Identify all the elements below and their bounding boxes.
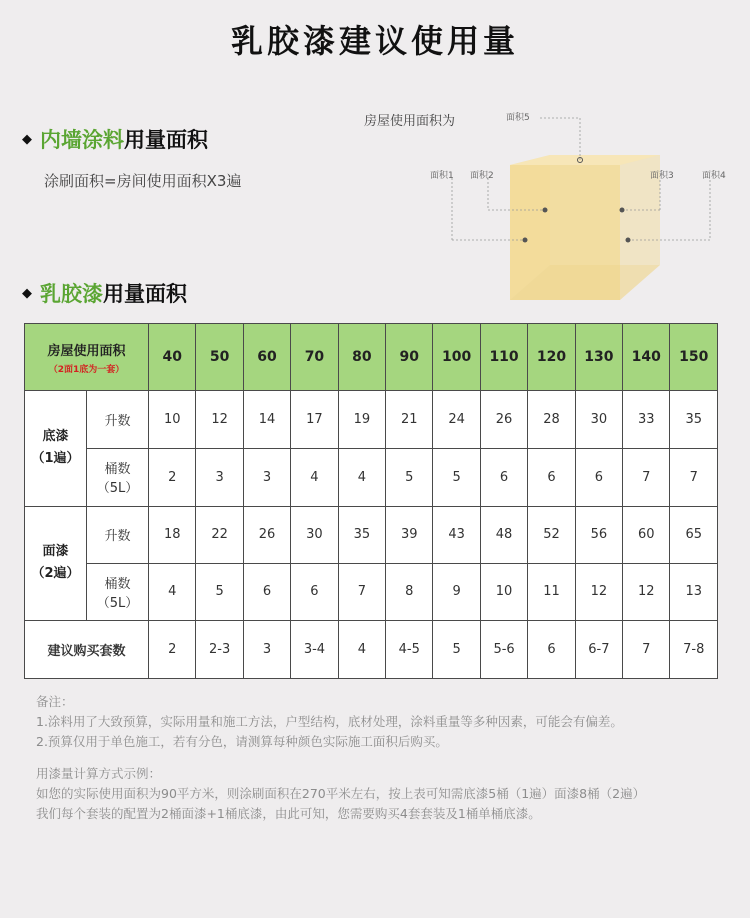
table-cell: 6 [575,449,622,506]
header-label: 房屋使用面积 [47,343,126,359]
example-heading: 用漆量计算方式示例： [36,766,162,781]
area-cell: 110 [480,324,527,391]
section-heading-latex [22,278,187,308]
area-formula: 涂刷面积=房间使用面积X3遍 [44,172,242,190]
table-cell: 43 [433,506,480,563]
table-cell: 30 [291,506,338,563]
house-area-label: 房屋使用面积为 [364,114,456,129]
topcoat-liters-label: 升数 [87,506,149,563]
table-cell: 12 [623,563,670,620]
primer-liters-label: 升数 [87,391,149,449]
area-label-3: 面积3 [650,171,674,181]
area-label-5: 面积5 [506,113,530,123]
area-cell: 120 [528,324,575,391]
diamond-bullet-icon: ◆ [22,131,32,147]
table-cell: 7 [623,449,670,506]
primer-buckets-label [87,449,149,506]
table-cell: 35 [670,391,718,449]
buckets-label: 桶数 [104,576,131,592]
table-cell: 5 [386,449,433,506]
table-cell: 11 [528,563,575,620]
area-label-4: 面积4 [702,171,726,181]
table-cell: 4-5 [386,620,433,678]
table-cell: 39 [386,506,433,563]
table-cell: 5 [433,449,480,506]
table-cell: 21 [386,391,433,449]
buckets-label: 桶数 [104,462,131,478]
example-line: 如您的实际使用面积为90平方米，则涂刷面积在270平米左右，按上表可知需底漆5桶（1遍）面漆8桶（2遍） [36,786,646,801]
area-cell: 150 [670,324,718,391]
notes-heading: 备注： [36,694,74,709]
table-row-primer-liters [25,391,718,449]
table-cell: 5 [196,563,243,620]
table-cell: 7-8 [670,620,718,678]
section-heading-highlight: 内墙涂料 [40,128,124,152]
table-cell: 28 [528,391,575,449]
table-cell: 3 [196,449,243,506]
table-cell: 7 [623,620,670,678]
table-cell: 33 [623,391,670,449]
table-cell: 52 [528,506,575,563]
table-cell: 17 [291,391,338,449]
header-note: （2面1底为一套） [48,364,125,375]
table-cell: 2 [149,620,196,678]
section-heading-rest: 用量面积 [103,282,187,306]
table-row-topcoat-liters [25,506,718,563]
section-heading-rest: 用量面积 [124,128,208,152]
topcoat-name: 面漆 [42,544,69,560]
table-cell: 48 [480,506,527,563]
table-cell: 10 [480,563,527,620]
primer-times: （1遍） [31,451,80,467]
table-header-row [25,324,718,391]
table-cell: 8 [386,563,433,620]
topcoat-times: （2遍） [31,566,80,582]
table-cell: 14 [243,391,290,449]
table-cell: 5 [433,620,480,678]
topcoat-category-cell [25,506,87,620]
example-line: 我们每个套装的配置为2桶面漆+1桶底漆，由此可知，您需要购买4套套装及1桶单桶底漆。 [36,806,541,821]
area-cell: 80 [338,324,385,391]
table-cell: 13 [670,563,718,620]
section-heading-highlight: 乳胶漆 [40,282,103,306]
area-cell: 50 [196,324,243,391]
table-cell: 6 [528,449,575,506]
diamond-bullet-icon: ◆ [22,285,32,301]
table-cell: 6 [480,449,527,506]
table-cell: 35 [338,506,385,563]
room-cube-diagram [360,100,750,310]
area-cell: 40 [149,324,196,391]
table-cell: 6 [291,563,338,620]
usage-table [24,323,718,679]
table-cell: 19 [338,391,385,449]
note-item: 1.涂料用了大致预算，实际用量和施工方法，户型结构，底材处理，涂料重量等多种因素，可能会有偏差。 [36,714,623,729]
table-cell: 6 [528,620,575,678]
page-title: 乳胶漆建议使用量 [230,22,519,60]
area-cell: 60 [243,324,290,391]
cube-icon [360,100,750,310]
area-cell: 100 [433,324,480,391]
table-cell: 12 [575,563,622,620]
area-cell: 140 [623,324,670,391]
primer-category-cell [25,391,87,506]
table-cell: 24 [433,391,480,449]
table-cell: 3 [243,449,290,506]
table-cell: 4 [149,563,196,620]
table-cell: 65 [670,506,718,563]
recommend-label: 建议购买套数 [25,620,149,678]
notes-block [36,692,726,824]
table-cell: 26 [480,391,527,449]
header-label-cell [25,324,149,391]
table-cell: 9 [433,563,480,620]
table-cell: 4 [338,620,385,678]
table-cell: 3 [243,620,290,678]
table-cell: 26 [243,506,290,563]
table-cell: 4 [291,449,338,506]
table-cell: 2 [149,449,196,506]
table-cell: 10 [149,391,196,449]
table-cell: 7 [338,563,385,620]
table-cell: 12 [196,391,243,449]
table-cell: 22 [196,506,243,563]
table-row-primer-buckets [25,449,718,506]
topcoat-buckets-label [87,563,149,620]
section-heading-interior [22,124,208,154]
area-cell: 90 [386,324,433,391]
table-cell: 60 [623,506,670,563]
table-cell: 2-3 [196,620,243,678]
primer-name: 底漆 [42,429,69,445]
table-row-topcoat-buckets [25,563,718,620]
area-label-2: 面积2 [470,171,494,181]
buckets-unit: （5L） [96,481,139,497]
table-cell: 6-7 [575,620,622,678]
table-cell: 5-6 [480,620,527,678]
table-cell: 30 [575,391,622,449]
table-cell: 18 [149,506,196,563]
note-item: 2.预算仅用于单色施工，若有分色，请测算每种颜色实际施工面积后购买。 [36,734,448,749]
table-cell: 6 [243,563,290,620]
buckets-unit: （5L） [96,595,139,611]
table-cell: 7 [670,449,718,506]
table-row-recommend [25,620,718,678]
table-cell: 3-4 [291,620,338,678]
table-cell: 4 [338,449,385,506]
area-label-1: 面积1 [430,171,454,181]
table-cell: 56 [575,506,622,563]
area-cell: 70 [291,324,338,391]
area-cell: 130 [575,324,622,391]
